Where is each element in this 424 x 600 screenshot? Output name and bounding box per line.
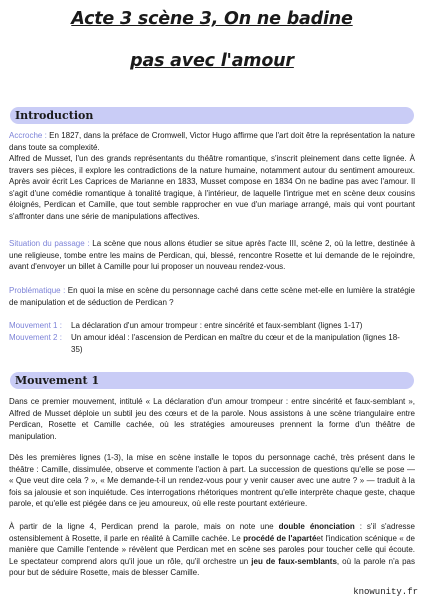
p3-bold-faux-semblants: jeu de faux-semblants — [251, 556, 337, 566]
watermark: knowunity.fr — [353, 587, 418, 597]
p3-text-e: et l'indication scénique « de manière que Camille l'entende » révèlent que Perdican met en scène ses paroles pour toucher celle qui écoute. Le spectateur comprend alors qu'il joue un rôle, qu'il orchestre un — [9, 533, 415, 566]
problematique-text: En quoi la mise en scène du personnage caché dans cette scène met-elle en lumière la stratégie de manipulation et de séduction de Perdican ? — [9, 286, 416, 307]
section-header-mouvement1 — [10, 372, 414, 389]
p3-bold-double-enonciation: double énonciation — [278, 522, 355, 531]
problematique-label: Problématique : — [9, 286, 66, 295]
section-heading: Mouvement 1 — [15, 374, 100, 387]
p3-bold-aparte: procédé de l'aparté — [243, 533, 317, 543]
accroche-label: Accroche : — [9, 131, 47, 140]
accroche-paragraph — [9, 130, 415, 153]
mouvement1-text: La déclaration d'un amour trompeur : entre sincérité et faux-semblant (lignes 1-17) — [71, 321, 363, 330]
mouvement2-label: Mouvement 2 : — [9, 333, 62, 342]
page-title-line1: Acte 3 scène 3, On ne badine — [71, 9, 353, 29]
mouvement1-paragraph-3 — [9, 521, 415, 579]
section-header-introduction — [10, 107, 414, 124]
p3-text-c: : s'il s'adresse ostensiblement à Rosette, il parle en réalité à Camille cachée. Le — [9, 522, 415, 543]
p3-text-g: , où la parole n'a pas pour but de séduire Rosette, mais de blesser Camille. — [9, 556, 415, 577]
situation-paragraph — [9, 238, 415, 273]
situation-label: Situation du passage : — [9, 239, 90, 248]
accroche-text: En 1827, dans la préface de Cromwell, Victor Hugo affirme que l'art doit être la représentation la nature dans toute sa complexité. — [9, 131, 416, 152]
page-title-line2: pas avec l'amour — [130, 51, 294, 71]
section-heading: Introduction — [15, 109, 94, 122]
p3-text-a: À partir de la ligne 4, Perdican prend la parole, mais on note une — [9, 522, 279, 531]
mouvement1-paragraph-2: Dès les premières lignes (1-3), la mise en scène installe le topos du personnage caché, très présent dans le théâtre : Camille, dissimulée, observe et commente l'action à part. La succession de questions qu'elle se pose — « Que veut dire cela ? », « Me demande-t-il un rendez-vous pour y venir causer avec une autre ? » — traduit à la fois sa jalousie et son inquiétude. Ces interrogations rhétoriques montrent qu'elle interprète chaque geste, chaque parole, et qu'elle est piégée dans ce jeu amoureux, où elle reste pourtant extérieure. — [9, 453, 415, 508]
problematique-paragraph — [9, 285, 415, 308]
mouvement2-text: Un amour idéal : l'ascension de Perdican en maître du cœur et de la manipulation (lignes 18-35) — [71, 333, 400, 354]
mouvement1-label: Mouvement 1 : — [9, 321, 62, 330]
mouvement2-line — [9, 332, 415, 356]
situation-text: La scène que nous allons étudier se situe après l'acte III, scène 2, où la lettre, destinée à une religieuse, tombe entre les mains de Perdican, qui, blessé, rencontre Rosette et lui demande de le rejoindre, avant d'envoyer un billet à Camille pour lui proposer un nouveau rendez-vous. — [9, 239, 416, 271]
mouvement1-line — [9, 320, 415, 332]
musset-paragraph: Alfred de Musset, l'un des grands représentants du théâtre romantique, s'inscrit pleinement dans cette lignée. À travers ses pièces, il explore les contradictions de la nature humaine, notamment autour du sentiment amoureux. Après avoir écrit Les Caprices de Marianne en 1833, Musset compose en 1834 On ne badine pas avec l'amour. Il s'agit d'une comédie romantique à tonalité tragique, à l'intérieur, de laquelle l'intrigue met en scène deux cousins éloignés, Perdican et Camille, que tout semble rapprocher en vue d'un mariage arrangé, mais qui vont pourtant s'affronter dans une série de manipulations affectives. — [9, 154, 415, 221]
mouvement1-paragraph-1: Dans ce premier mouvement, intitulé « La déclaration d'un amour trompeur : entre sincérité et faux-semblant », Alfred de Musset déploie un subtil jeu des cœurs et de la parole. Nous assistons à une scène triangulaire entre Perdican, Rosette et Camille cachée, où les stratégies amoureuses prennent la forme d'un théâtre de manipulation. — [9, 397, 415, 441]
